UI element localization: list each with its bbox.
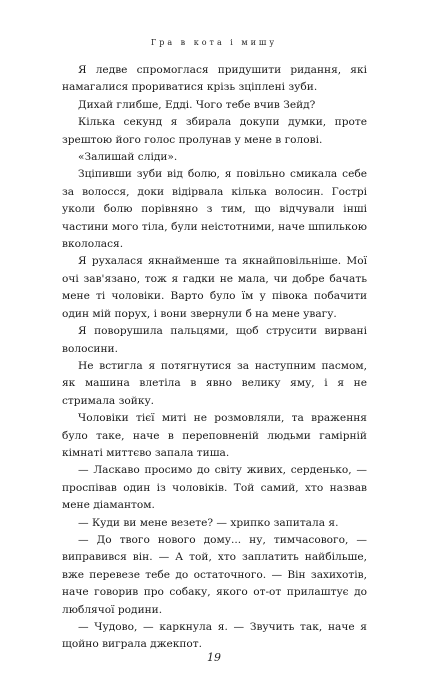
- paragraph: Я рухалася якнайменше та якнайповільніше. Мої очі зав'язано, тож я гадки не мала, чи добре бачать мене ті чоловіки. Варто було їм у півока побачити один мій порух, і вони звернули б на мене увагу.: [62, 255, 367, 320]
- body-text: [62, 62, 367, 654]
- paragraph: Кілька секунд я збирала докупи думки, проте зрештою його голос пролунав у мене в голові.: [62, 116, 367, 146]
- page-number: 19: [207, 651, 221, 664]
- paragraph: — До твого нового дому... ну, тимчасового, — виправився він. — А той, хто заплатить найбільше, вже перевезе тебе до остаточного. — Він захихотів, наче говорив про собаку, якого от-от прилаштує до люблячої родини.: [62, 533, 367, 616]
- paragraph: — Куди ви мене везете? — хрипко запитала я.: [78, 516, 339, 529]
- paragraph: Дихай глибше, Едді. Чого тебе вчив Зейд?: [78, 98, 316, 111]
- paragraph: — Ласкаво просимо до світу живих, серденько, — проспівав один із чоловіків. Той самий, хто назвав мене діамантом.: [62, 464, 367, 512]
- paragraph: Не встигла я потягнутися за наступним пасмом, як машина влетіла в явно велику яму, і я не стримала зойку.: [62, 359, 367, 407]
- paragraph: — Чудово, — каркнула я. — Звучить так, наче я щойно виграла джекпот.: [62, 621, 367, 651]
- paragraph: Я ледве спромоглася придушити ридання, які намагалися прориватися крізь зціплені зуби.: [62, 64, 367, 94]
- paragraph: Зціпивши зуби від болю, я повільно смикала себе за волосся, доки відірвала кілька волосин. Гострі уколи болю порівняно з тим, що відчували інші частини мого тіла, були неістотними, наче шпилькою вкололася.: [62, 168, 367, 251]
- running-head: Гра в кота і мишу: [150, 38, 278, 47]
- paragraph: Чоловіки тієї миті не розмовляли, та враження було таке, наче в переповненій людьми гамірній кімнаті миттєво запала тиша.: [62, 412, 367, 459]
- paragraph: «Залишай сліди».: [78, 151, 178, 164]
- paragraph: Я поворушила пальцями, щоб струсити вирвані волосини.: [62, 325, 367, 355]
